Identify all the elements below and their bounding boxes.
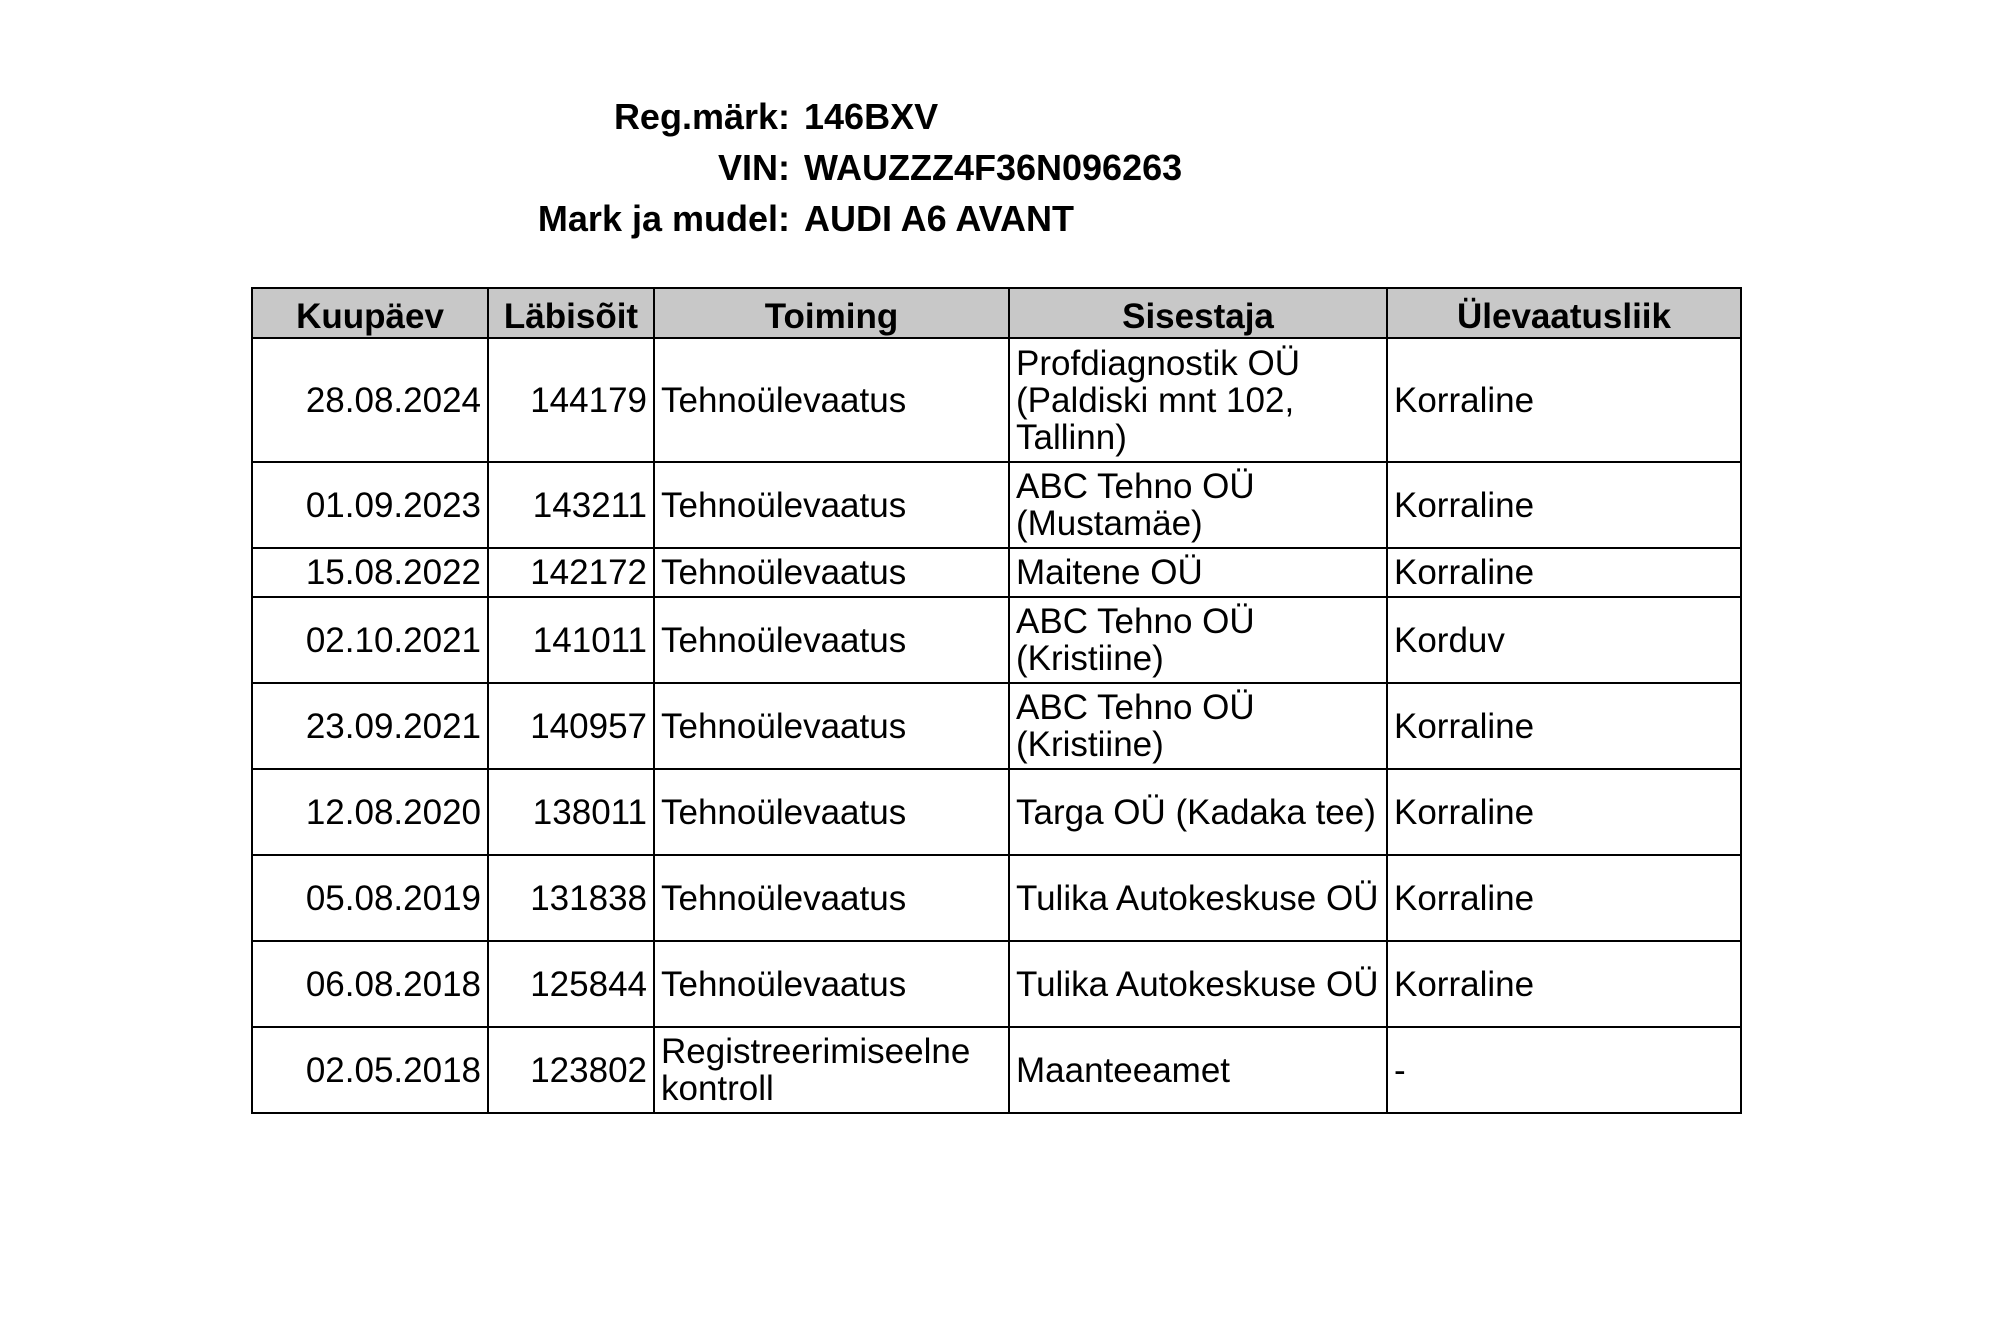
cell-inspection-type: Korraline	[1387, 462, 1741, 548]
cell-action: Tehnoülevaatus	[654, 338, 1009, 462]
cell-date: 01.09.2023	[252, 462, 488, 548]
cell-action: Tehnoülevaatus	[654, 462, 1009, 548]
reg-value: 146BXV	[804, 96, 939, 137]
table-row	[252, 941, 1741, 1027]
table-row	[252, 548, 1741, 597]
cell-inspection-type: -	[1387, 1027, 1741, 1113]
cell-mileage: 123802	[488, 1027, 654, 1113]
table-row	[252, 597, 1741, 683]
cell-date: 05.08.2019	[252, 855, 488, 941]
cell-mileage: 140957	[488, 683, 654, 769]
table-row	[252, 1027, 1741, 1113]
cell-mileage: 125844	[488, 941, 654, 1027]
cell-entered-by: Tulika Autokeskuse OÜ	[1009, 941, 1387, 1027]
table-row	[252, 462, 1741, 548]
cell-entered-by: ABC Tehno OÜ (Mustamäe)	[1009, 462, 1387, 548]
cell-date: 12.08.2020	[252, 769, 488, 855]
table-row	[252, 855, 1741, 941]
model-value: AUDI A6 AVANT	[804, 198, 1074, 239]
cell-action: Tehnoülevaatus	[654, 769, 1009, 855]
table-row	[252, 683, 1741, 769]
cell-mileage: 144179	[488, 338, 654, 462]
table-header-row	[252, 288, 1741, 338]
header-entered-by: Sisestaja	[1009, 288, 1387, 338]
header-action: Toiming	[654, 288, 1009, 338]
reg-label: Reg.märk:	[613, 96, 790, 137]
cell-entered-by: Profdiagnostik OÜ (Paldiski mnt 102, Tallinn)	[1009, 338, 1387, 462]
cell-entered-by: Maitene OÜ	[1009, 548, 1387, 597]
cell-inspection-type: Korraline	[1387, 769, 1741, 855]
cell-date: 02.05.2018	[252, 1027, 488, 1113]
cell-action: Tehnoülevaatus	[654, 683, 1009, 769]
cell-inspection-type: Korraline	[1387, 548, 1741, 597]
model-label: Mark ja mudel:	[537, 198, 790, 239]
cell-date: 15.08.2022	[252, 548, 488, 597]
cell-action: Tehnoülevaatus	[654, 548, 1009, 597]
cell-action: Tehnoülevaatus	[654, 941, 1009, 1027]
cell-mileage: 138011	[488, 769, 654, 855]
cell-mileage: 141011	[488, 597, 654, 683]
cell-entered-by: ABC Tehno OÜ (Kristiine)	[1009, 597, 1387, 683]
cell-inspection-type: Korraline	[1387, 855, 1741, 941]
table-row	[252, 769, 1741, 855]
cell-action: Tehnoülevaatus	[654, 855, 1009, 941]
inspection-history-table	[251, 287, 1742, 1114]
header-mileage: Läbisõit	[488, 288, 654, 338]
cell-date: 02.10.2021	[252, 597, 488, 683]
cell-inspection-type: Korraline	[1387, 683, 1741, 769]
vin-row	[0, 143, 2000, 193]
header-inspection-type: Ülevaatusliik	[1387, 288, 1741, 338]
cell-inspection-type: Korraline	[1387, 338, 1741, 462]
cell-date: 06.08.2018	[252, 941, 488, 1027]
cell-inspection-type: Korraline	[1387, 941, 1741, 1027]
reg-row	[0, 92, 2000, 142]
cell-mileage: 131838	[488, 855, 654, 941]
cell-mileage: 142172	[488, 548, 654, 597]
cell-entered-by: ABC Tehno OÜ (Kristiine)	[1009, 683, 1387, 769]
cell-inspection-type: Korduv	[1387, 597, 1741, 683]
model-row	[0, 194, 2000, 244]
header-date: Kuupäev	[252, 288, 488, 338]
vin-value: WAUZZZ4F36N096263	[804, 147, 1183, 188]
cell-mileage: 143211	[488, 462, 654, 548]
cell-entered-by: Targa OÜ (Kadaka tee)	[1009, 769, 1387, 855]
cell-entered-by: Tulika Autokeskuse OÜ	[1009, 855, 1387, 941]
table-row	[252, 338, 1741, 462]
cell-date: 28.08.2024	[252, 338, 488, 462]
cell-action: Registreerimiseelne kontroll	[654, 1027, 1009, 1113]
vin-label: VIN:	[718, 147, 790, 188]
cell-date: 23.09.2021	[252, 683, 488, 769]
cell-entered-by: Maanteeamet	[1009, 1027, 1387, 1113]
cell-action: Tehnoülevaatus	[654, 597, 1009, 683]
